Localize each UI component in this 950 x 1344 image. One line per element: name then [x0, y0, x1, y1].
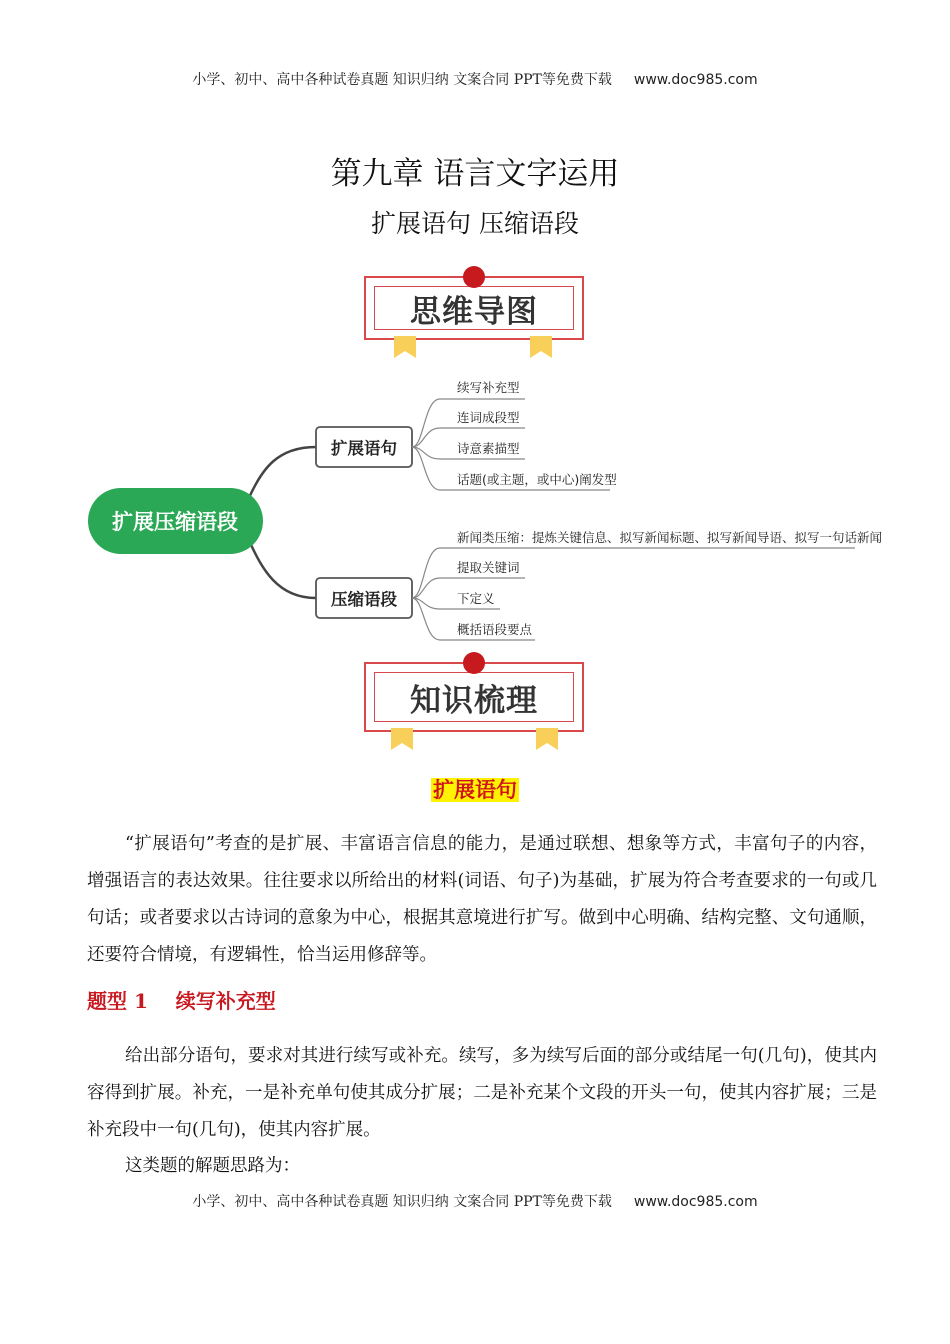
knowledge-banner-title: 知识梳理 [374, 672, 574, 722]
approach-line: 这类题的解题思路为： [125, 1156, 300, 1176]
footer-site-link[interactable]: www.doc985.com [633, 1194, 758, 1210]
page-header [0, 69, 950, 89]
branch-label-expand: 扩展语句 [331, 439, 397, 458]
ribbon-icon [391, 728, 413, 750]
ribbon-icon [536, 728, 558, 750]
mind-map [0, 370, 950, 650]
mindmap-banner [364, 266, 584, 360]
type1-paragraph: 给出部分语句，要求对其进行续写或补充。续写，多为续写后面的部分或结尾一句(几句)，使其内容得到扩展。补充，一是补充单句使其成分扩展；二是补充某个文段的开头一句，使其内容扩展；三是补充段中一句(几句)，使其内容扩展。 [87, 1046, 877, 1140]
mindmap-banner-title: 思维导图 [374, 286, 574, 330]
leaf-label: 新闻类压缩：提炼关键信息、拟写新闻标题、拟写新闻导语、拟写一句话新闻 [457, 530, 883, 545]
chapter-subtitle: 扩展语句 压缩语段 [371, 209, 579, 238]
section-heading-text: 扩展语句 [433, 778, 517, 802]
connector-line [248, 447, 316, 500]
leaf-label: 话题(或主题，或中心)阐发型 [457, 472, 617, 487]
section-heading [0, 774, 950, 804]
leaf-label: 续写补充型 [457, 380, 520, 395]
ribbon-icon [530, 336, 552, 358]
footer-text: 小学、初中、高中各种试卷真题 知识归纳 文案合同 PPT等免费下载 [192, 1194, 612, 1210]
connector-line [248, 538, 316, 598]
branch-label-compress: 压缩语段 [331, 590, 397, 609]
chapter-title: 第九章 语言文字运用 [330, 156, 620, 192]
header-site-link[interactable]: www.doc985.com [633, 72, 758, 88]
intro-paragraph: “扩展语句”考查的是扩展、丰富语言信息的能力，是通过联想、想象等方式，丰富句子的内容，增强语言的表达效果。往往要求以所给出的材料(词语、句子)为基础，扩展为符合考查要求的一句或几句话；或者要求以古诗词的意象为中心，根据其意境进行扩写。做到中心明确、结构完整、文句通顺，还要符合情境，有逻辑性，恰当运用修辞等。 [87, 834, 877, 965]
leaf-label: 概括语段要点 [457, 622, 533, 637]
leaf-label: 下定义 [457, 591, 495, 606]
type1-heading: 题型 1 续写补充型 [87, 989, 276, 1013]
leaf-label: 提取关键词 [457, 560, 520, 575]
page-footer [0, 1191, 950, 1211]
leaf-label: 连词成段型 [457, 410, 520, 425]
ribbon-icon [394, 336, 416, 358]
knowledge-banner [364, 652, 584, 752]
leaf-label: 诗意素描型 [457, 441, 520, 456]
root-label: 扩展压缩语段 [112, 510, 238, 534]
header-text: 小学、初中、高中各种试卷真题 知识归纳 文案合同 PPT等免费下载 [192, 72, 612, 88]
banner-dot-icon [463, 652, 485, 674]
banner-dot-icon [463, 266, 485, 288]
